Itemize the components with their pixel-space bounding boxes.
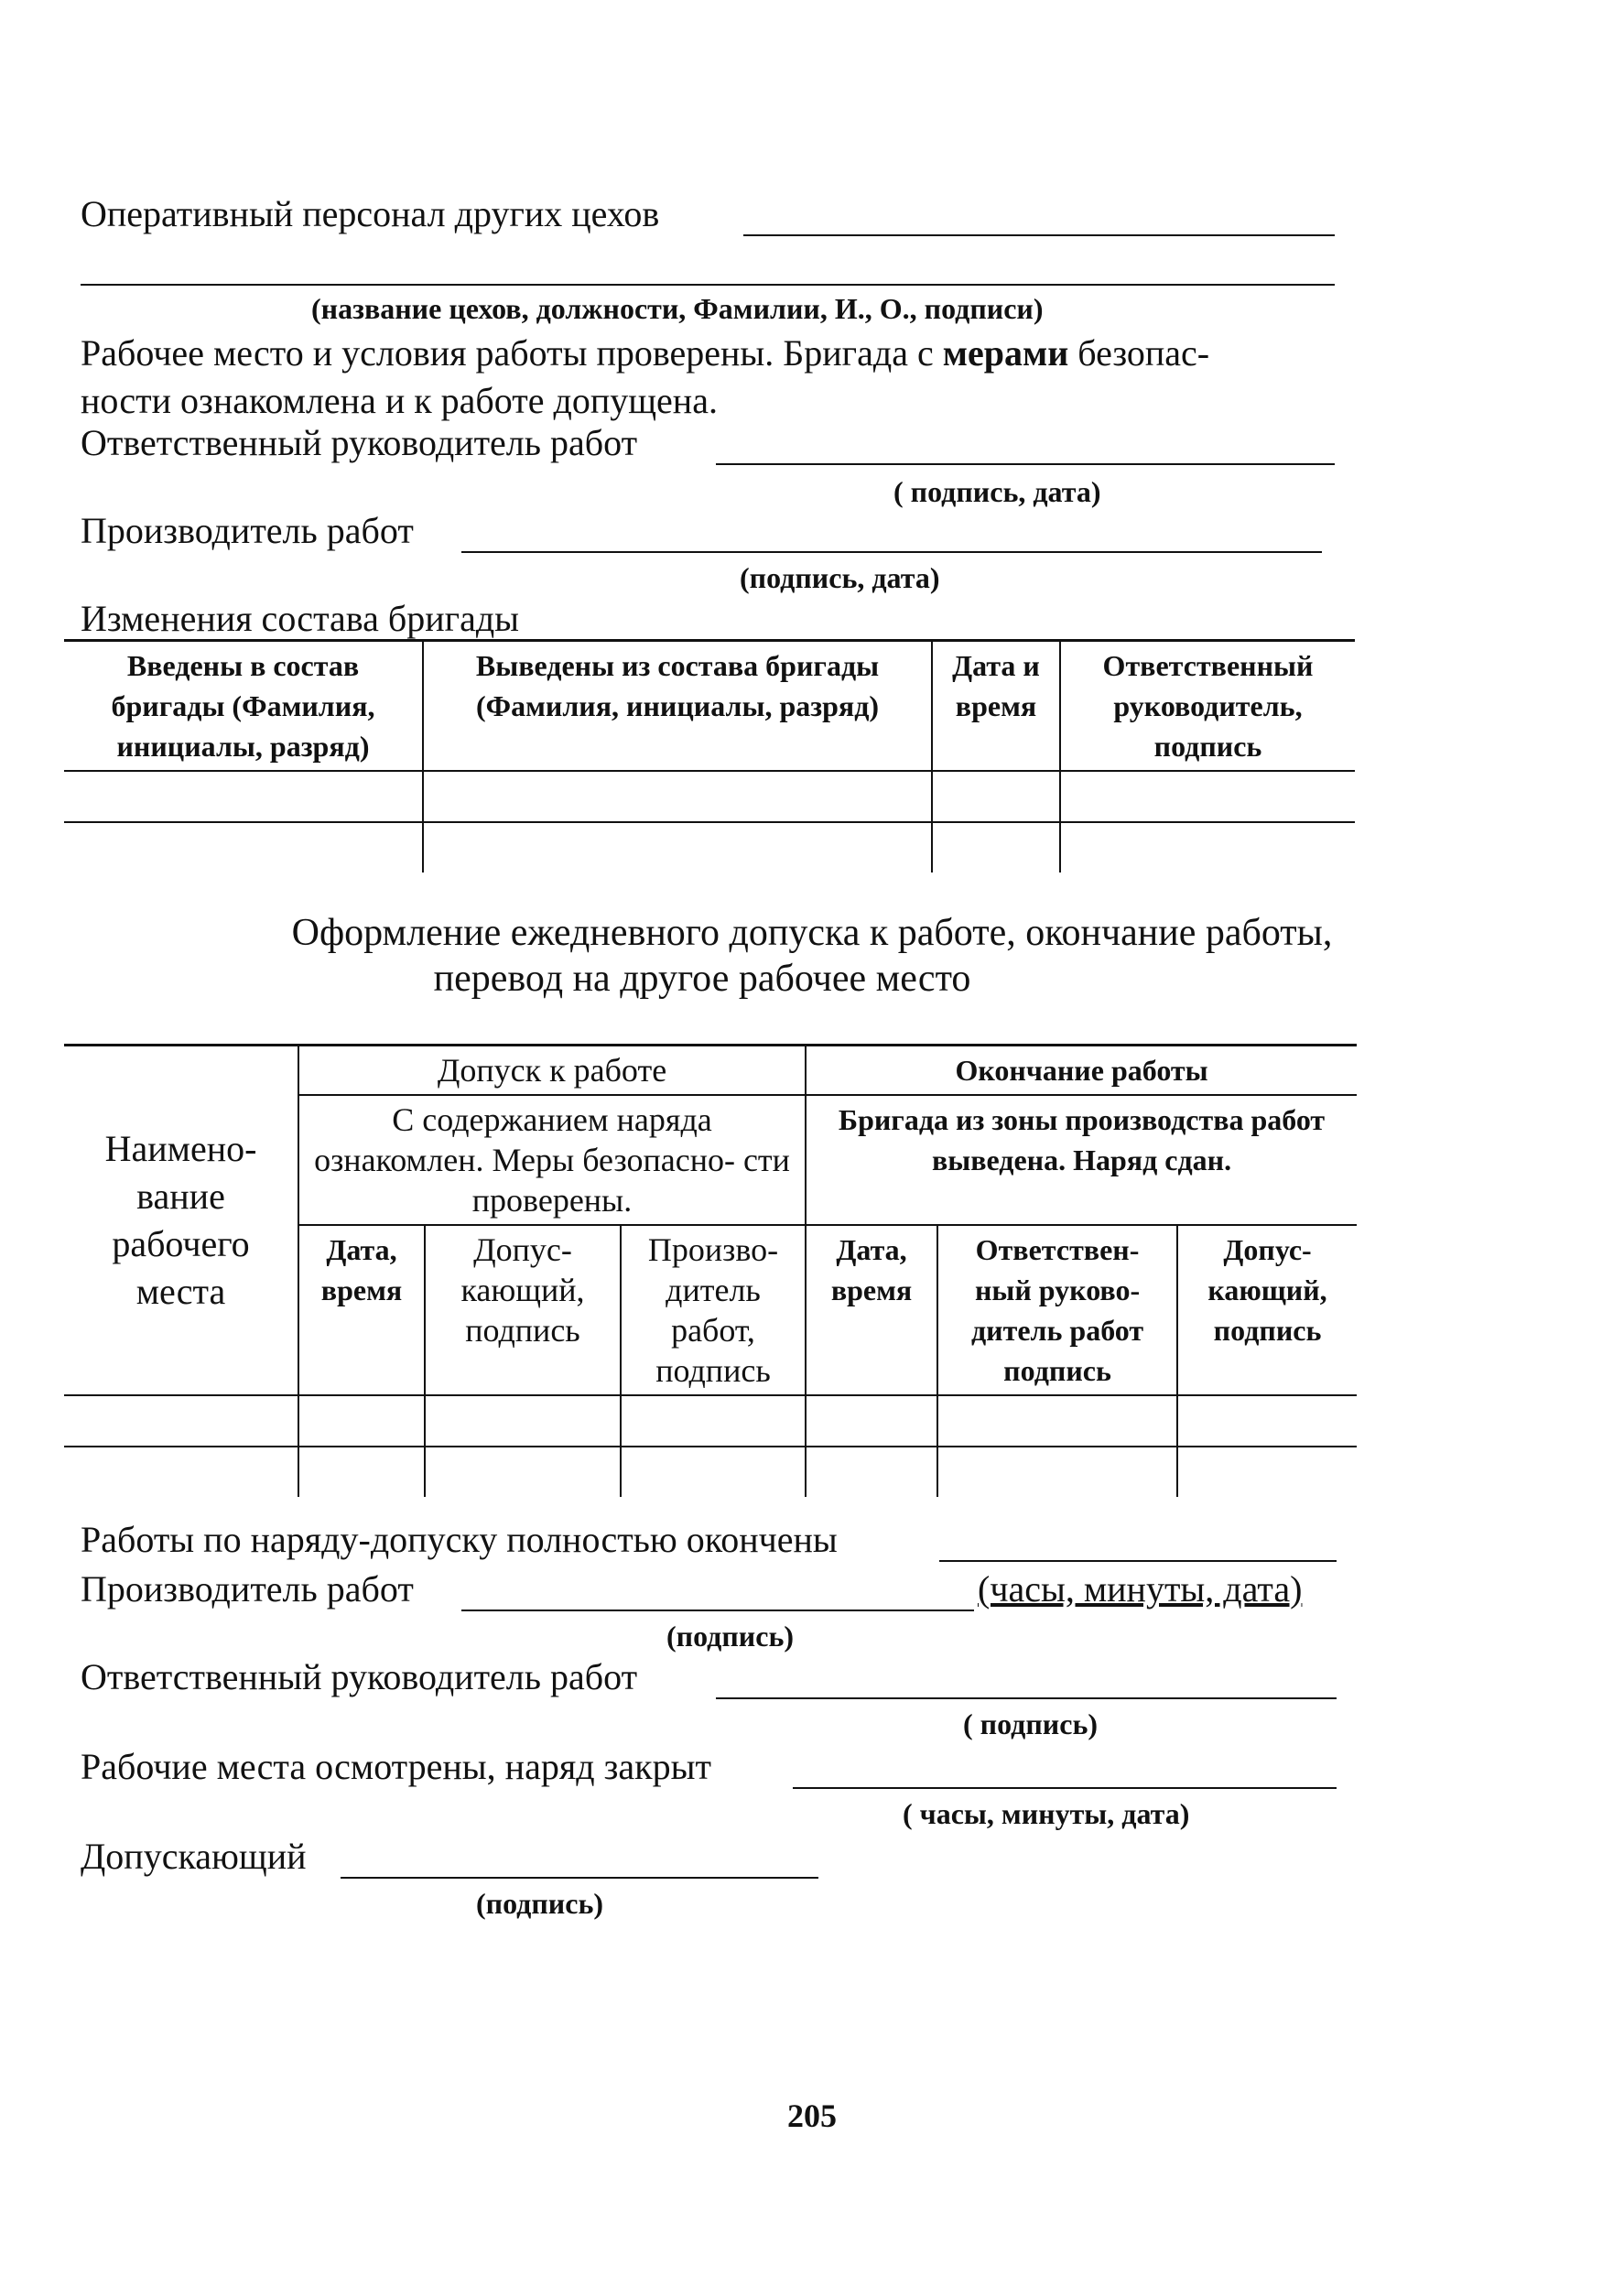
brigade-col-responsible: Ответственный руководитель, подпись (1060, 641, 1355, 772)
table-cell[interactable] (1177, 1395, 1357, 1447)
operative-staff-field-2[interactable] (81, 284, 1335, 286)
table-cell[interactable] (298, 1447, 425, 1497)
table-cell[interactable] (64, 822, 423, 873)
producer-label: Производитель работ (81, 510, 414, 551)
table-row (64, 822, 1355, 873)
table-cell[interactable] (1060, 771, 1355, 822)
table-cell[interactable] (806, 1395, 937, 1447)
brigade-col-removed: Выведены из состава бригады (Фамилия, инициалы, разряд) (423, 641, 932, 772)
admission-col-producer: Произво- дитель работ, подпись (621, 1225, 806, 1395)
footer-responsible-label: Ответственный руководитель работ (81, 1656, 638, 1697)
page-number: 205 (787, 2097, 837, 2134)
admitting-label: Допускающий (81, 1836, 307, 1877)
producer-caption: (подпись, дата) (740, 561, 940, 594)
table-cell[interactable] (937, 1447, 1177, 1497)
table-cell[interactable] (937, 1395, 1177, 1447)
table-cell[interactable] (806, 1447, 937, 1497)
completion-header: Окончание работы (806, 1046, 1357, 1096)
works-completed-field[interactable] (939, 1560, 1337, 1562)
inspected-field[interactable] (793, 1787, 1337, 1789)
table-row (64, 1447, 1357, 1497)
operative-staff-field[interactable] (743, 234, 1335, 236)
table-cell[interactable] (1060, 822, 1355, 873)
table-cell[interactable] (64, 1447, 298, 1497)
producer-signature-field[interactable] (461, 551, 1322, 553)
table-row (64, 1395, 1357, 1447)
table-row (64, 771, 1355, 822)
checked-text-bold: мерами (942, 332, 1069, 374)
workplace-header: Наимено- вание рабочего места (64, 1046, 298, 1396)
footer-producer-field[interactable] (461, 1610, 974, 1611)
daily-header-row-1 (64, 1046, 1357, 1096)
table-cell[interactable] (298, 1395, 425, 1447)
operative-staff-caption: (название цехов, должности, Фамилии, И., О., подписи) (311, 292, 1044, 325)
operative-staff-label: Оперативный персонал других цехов (81, 193, 660, 234)
checked-text-line2: ности ознакомлена и к работе допущена. (81, 380, 718, 421)
responsible-label: Ответственный руководитель работ (81, 422, 638, 463)
responsible-signature-field[interactable] (716, 463, 1335, 465)
daily-section-title-line2: перевод на другое рабочее место (433, 958, 971, 1000)
admission-col-admitting: Допус- кающий, подпись (425, 1225, 621, 1395)
admission-subheader: С содержанием наряда ознакомлен. Меры безопасно- сти проверены. (298, 1095, 806, 1225)
footer-producer-caption: (подпись) (666, 1620, 795, 1653)
works-completed-label: Работы по наряду-допуску полностью окончены (81, 1519, 838, 1560)
footer-responsible-field[interactable] (716, 1697, 1337, 1699)
checked-text-part1: Рабочее место и условия работы проверены. Бригада с (81, 332, 943, 374)
brigade-col-added: Введены в состав бригады (Фамилия, инициалы, разряд) (64, 641, 423, 772)
table-cell[interactable] (64, 771, 423, 822)
table-cell[interactable] (621, 1395, 806, 1447)
responsible-caption: ( подпись, дата) (893, 475, 1101, 508)
table-cell[interactable] (423, 771, 932, 822)
table-cell[interactable] (425, 1447, 621, 1497)
brigade-header-row (64, 641, 1355, 772)
inspected-label: Рабочие места осмотрены, наряд закрыт (81, 1746, 711, 1787)
table-cell[interactable] (621, 1447, 806, 1497)
time-caption: (часы, минуты, дата) (978, 1568, 1303, 1610)
admitting-caption: (подпись) (476, 1887, 604, 1920)
completion-col-admitting: Допус- кающий, подпись (1177, 1225, 1357, 1395)
completion-col-responsible: Ответствен- ный руково- дитель работ подпись (937, 1225, 1177, 1395)
footer-producer-label: Производитель работ (81, 1568, 414, 1610)
brigade-changes-table (64, 639, 1355, 873)
table-cell[interactable] (1177, 1447, 1357, 1497)
admitting-signature-field[interactable] (341, 1877, 818, 1879)
table-cell[interactable] (932, 771, 1060, 822)
inspected-caption: ( часы, минуты, дата) (903, 1797, 1190, 1830)
table-cell[interactable] (932, 822, 1060, 873)
table-cell[interactable] (64, 1395, 298, 1447)
table-cell[interactable] (423, 822, 932, 873)
checked-text-part2: безопас- (1068, 332, 1210, 374)
completion-col-datetime: Дата, время (806, 1225, 937, 1395)
brigade-changes-title: Изменения состава бригады (81, 598, 520, 639)
admission-col-datetime: Дата, время (298, 1225, 425, 1395)
completion-subheader: Бригада из зоны производства работ выведена. Наряд сдан. (806, 1095, 1357, 1225)
daily-section-title-line1: Оформление ежедневного допуска к работе, окончание работы, (291, 912, 1333, 954)
brigade-col-datetime: Дата и время (932, 641, 1060, 772)
daily-admission-table (64, 1044, 1357, 1497)
footer-responsible-caption: ( подпись) (963, 1707, 1099, 1740)
table-cell[interactable] (425, 1395, 621, 1447)
checked-paragraph (81, 330, 1362, 425)
admission-header: Допуск к работе (298, 1046, 806, 1096)
